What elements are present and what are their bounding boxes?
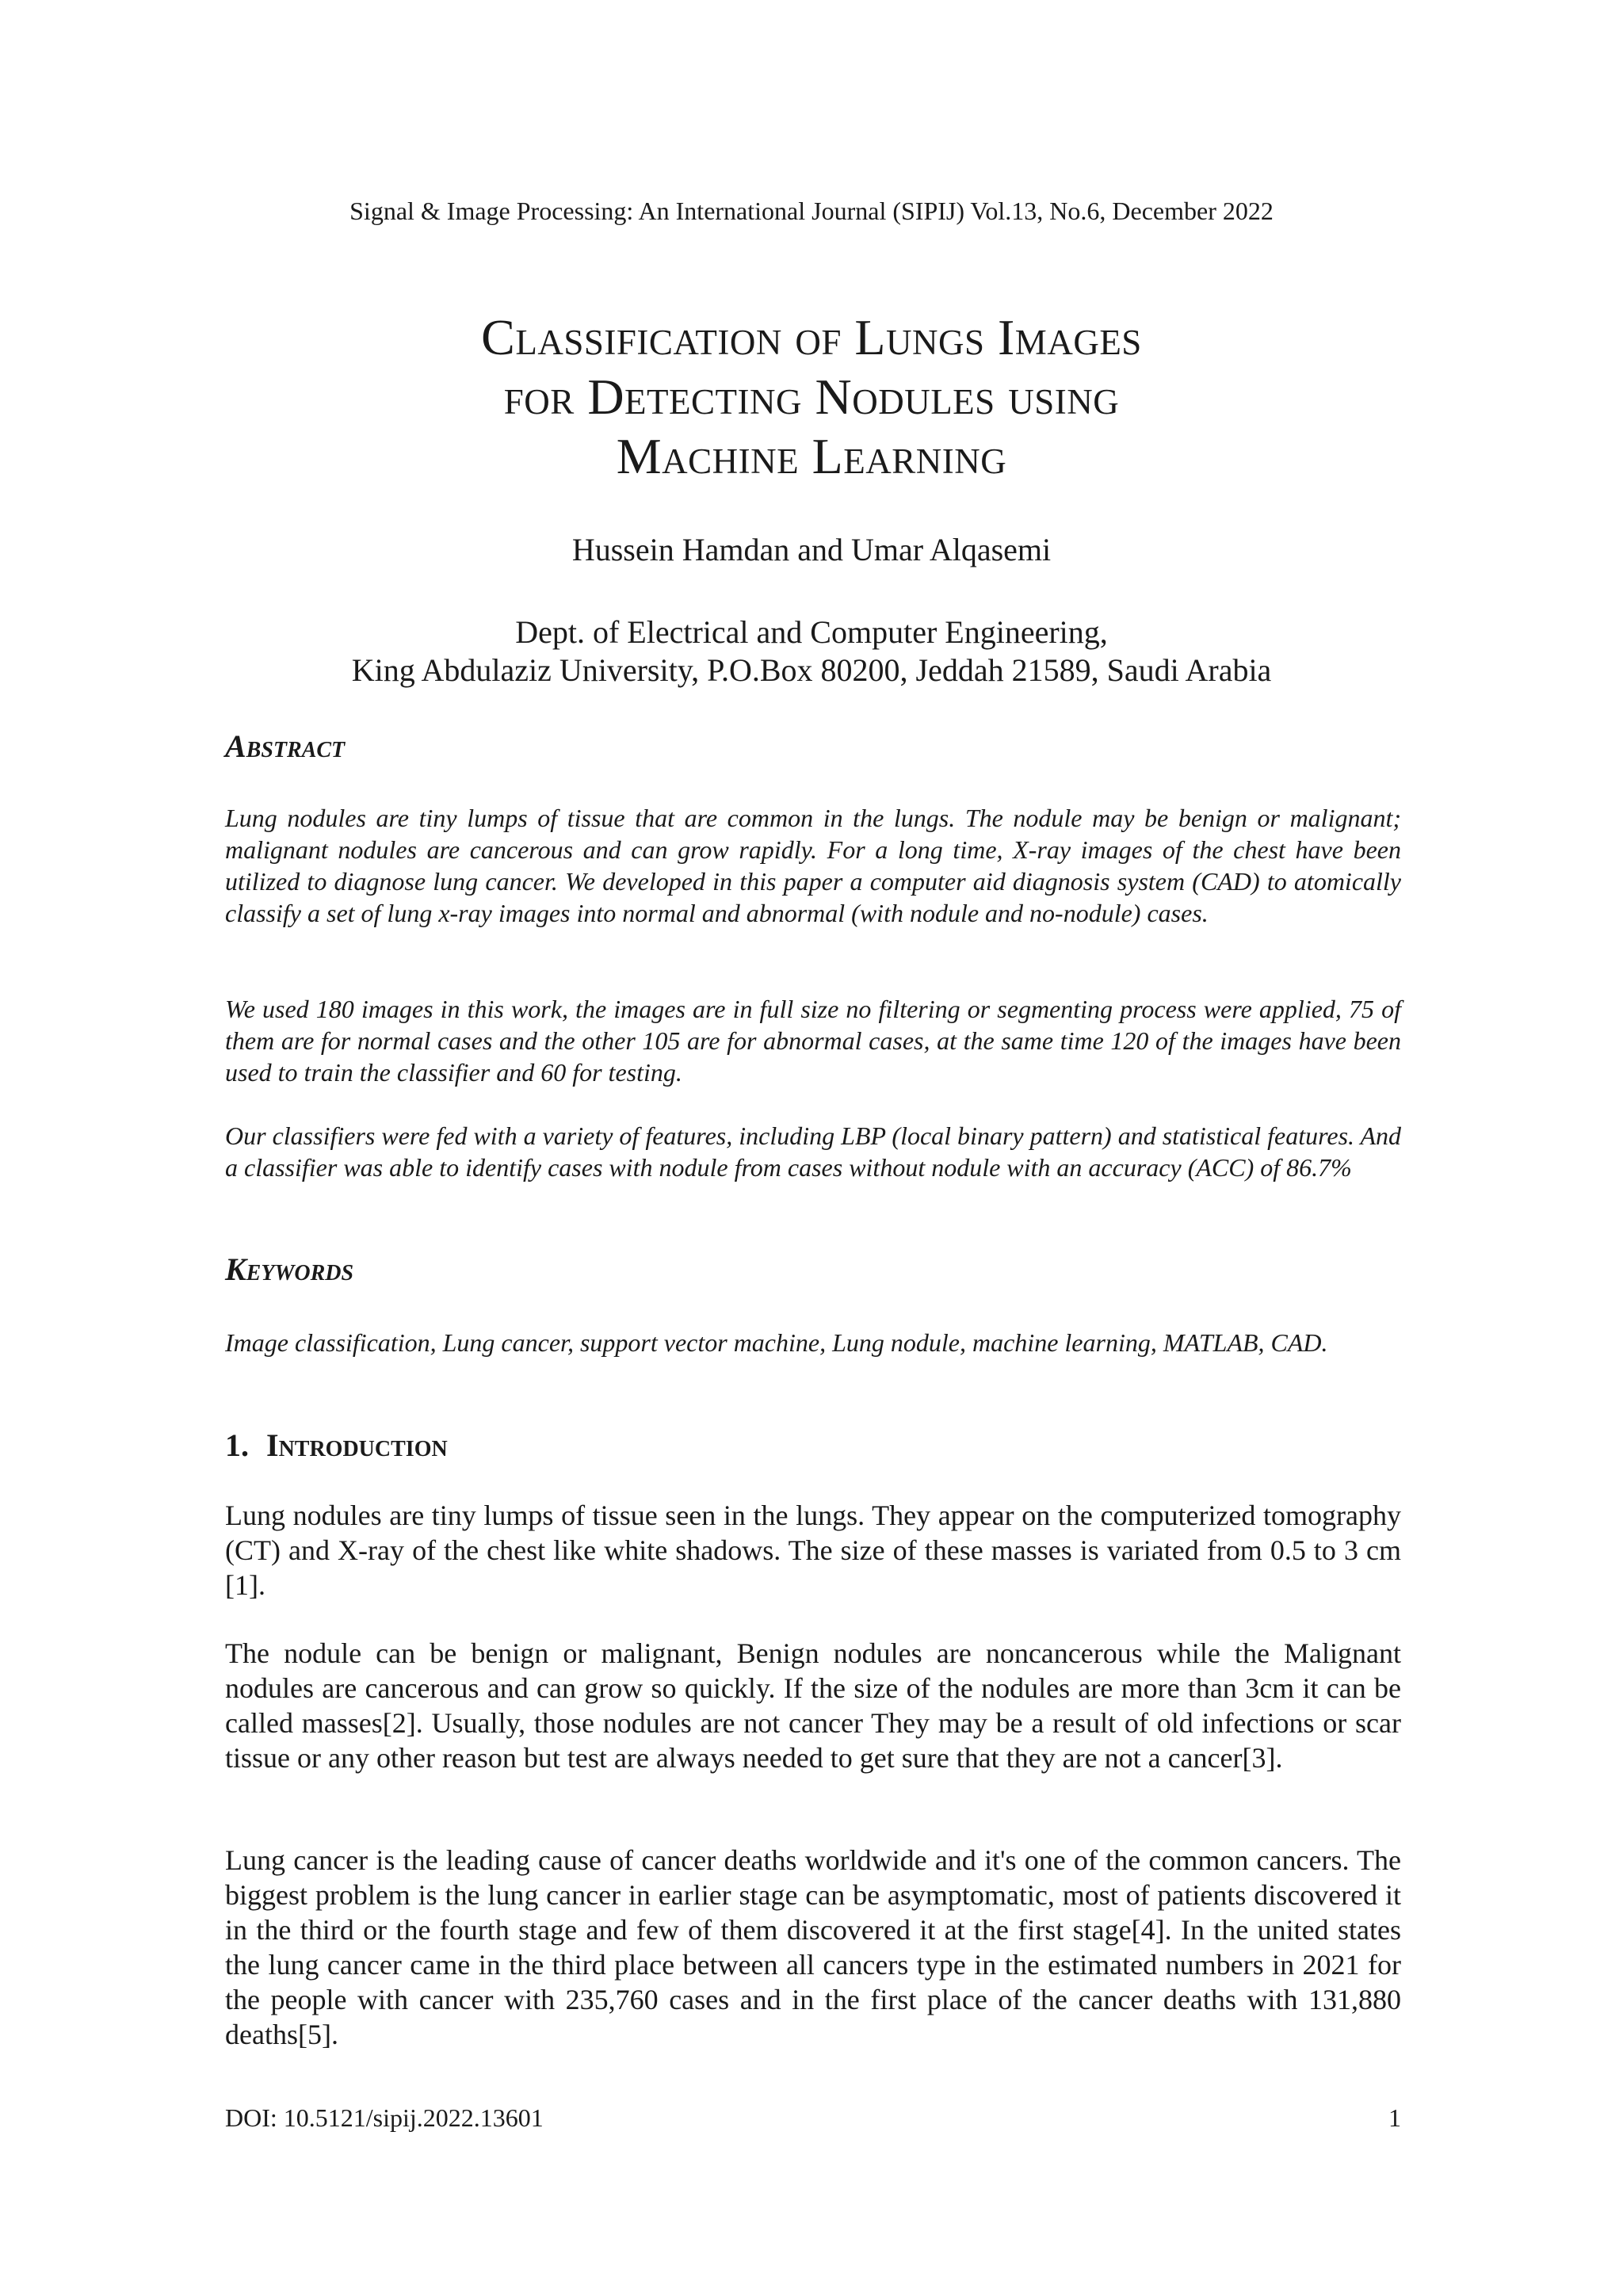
intro-text-3: Lung cancer is the leading cause of cancer deaths worldwide and it's one of the common cancers. The biggest problem is the lung cancer in earlier stage can be asymptomatic, most of patients discovered it in the third or the fourth stage and few of them discovered it at the first stage[4]. In the united states the lung cancer came in the third place between all cancers type in the estimated numbers in 2021 for the people with cancer with 235,760 cases and in the first place of the cancer deaths with 131,880 deaths[5]. (225, 1844, 1401, 2050)
affiliation-line-1: Dept. of Electrical and Computer Engineering, (515, 614, 1108, 650)
intro-text-1: Lung nodules are tiny lumps of tissue seen in the lungs. They appear on the computerized tomography (CT) and X-ray of the chest like white shadows. The size of these masses is variated from 0.5 to 3 cm [1]. (225, 1499, 1401, 1601)
abstract-heading-wrap (225, 728, 1401, 766)
journal-header: Signal & Image Processing: An International Journal (SIPIJ) Vol.13, No.6, December 2022 (349, 197, 1274, 225)
abstract-paragraph-1 (225, 802, 1401, 929)
abstract-text-2: We used 180 images in this work, the images are in full size no filtering or segmenting process were applied, 75 of them are for normal cases and the other 105 are for abnormal cases, at the same time 120 of the images have been used to train the classifier and 60 for testing. (225, 995, 1401, 1087)
affiliation-line-2: King Abdulaziz University, P.O.Box 80200, Jeddah 21589, Saudi Arabia (351, 652, 1272, 688)
intro-paragraph-2 (225, 1636, 1401, 1775)
affiliation (0, 613, 1623, 690)
title-line-2: for Detecting Nodules using (503, 369, 1120, 425)
keywords-paragraph (225, 1327, 1401, 1358)
keywords-heading: Keywords (225, 1251, 354, 1287)
authors: Hussein Hamdan and Umar Alqasemi (571, 532, 1052, 567)
title-line-1: Classification of Lungs Images (481, 309, 1142, 365)
paper-title (0, 308, 1623, 486)
page-number: 1 (1388, 2103, 1401, 2132)
section-number: 1. (225, 1427, 249, 1463)
abstract-text-3: Our classifiers were fed with a variety of features, including LBP (local binary pattern) and statistical features. And a classifier was able to identify cases with nodule from cases without nodule with an accuracy (ACC) of 86.7% (225, 1121, 1402, 1182)
abstract-text-1: Lung nodules are tiny lumps of tissue that are common in the lungs. The nodule may be benign or malignant; malignant nodules are cancerous and can grow rapidly. For a long time, X-ray images of the chest have been utilized to diagnose lung cancer. We developed in this paper a computer aid diagnosis system (CAD) to atomically classify a set of lung x-ray images into normal and abnormal (with nodule and no-nodule) cases. (225, 804, 1401, 927)
abstract-heading: Abstract (225, 728, 346, 764)
abstract-paragraph-2 (225, 993, 1401, 1088)
footer-doi: DOI: 10.5121/sipij.2022.13601 (225, 2103, 544, 2132)
intro-paragraph-3 (225, 1843, 1401, 2052)
keywords-heading-wrap (225, 1251, 1401, 1289)
keywords-text: Image classification, Lung cancer, support vector machine, Lung nodule, machine learning, MATLAB, CAD. (225, 1328, 1328, 1357)
title-line-3: Machine Learning (616, 428, 1007, 484)
introduction-heading (225, 1427, 1401, 1465)
intro-text-2: The nodule can be benign or malignant, Benign nodules are noncancerous while the Malignant nodules are cancerous and can grow so quickly. If the size of the nodules are more than 3cm it can be called masses[2]. Usually, those nodules are not cancer They may be a result of old infections or scar tissue or any other reason but test are always needed to get sure that they are not a cancer[3]. (225, 1637, 1401, 1774)
abstract-paragraph-3 (225, 1120, 1401, 1183)
section-title: Introduction (266, 1427, 448, 1463)
intro-paragraph-1 (225, 1498, 1401, 1603)
